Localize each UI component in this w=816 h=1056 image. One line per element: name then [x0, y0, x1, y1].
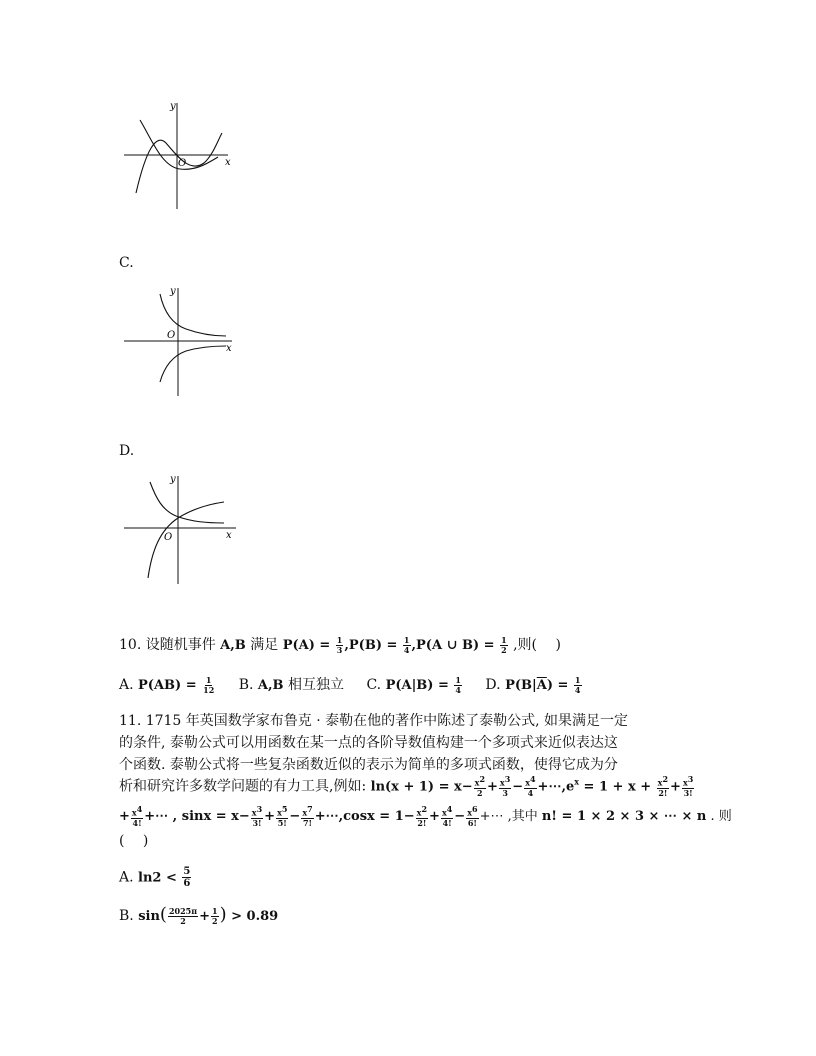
origin-label: O: [167, 330, 176, 341]
origin-label: O: [164, 532, 173, 543]
option-b: B. A,B 相互独立: [238, 677, 344, 693]
x-axis-label: x: [225, 157, 231, 168]
question-11-line-3: 个函数. 泰勒公式将一些复杂函数近似的表示为简单的多项式函数，使得它成为分: [119, 757, 618, 773]
option-c: C. P(A|B) = $\frac{1}{4}$: [366, 674, 461, 695]
option-d-label: D.: [119, 443, 135, 459]
option-c-label: C.: [119, 255, 134, 271]
x-axis-label: x: [226, 343, 232, 354]
question-11-line-2: 的条件, 泰勒公式可以用函数在某一点的各阶导数值构建一个多项式来近似表达这: [119, 735, 618, 751]
question-11-option-b: B. sin( $\frac{2025\pi}{2}$ + $\frac{1}{2}$ ) > 0.89: [119, 904, 279, 926]
option-d: D. $P(B|\overline{A})$ = $\frac{1}{4}$: [485, 674, 581, 695]
graph-option-b: [118, 95, 238, 215]
question-11-line-5: + $\frac{x4}{4!}$ +⋯ , sinx = x− $\frac{x3}{3!}$ + $\frac{x5}{5!}$ − $\frac{x7}{7!}$ +⋯,cosx = 1− $\frac{x2}{2!}$ + $\frac{x4}{4!}$ − $\frac{x6}{6!}$ +⋯ ,其中 n! = 1 × 2 × 3 × ⋯ × n . 则: [119, 804, 732, 828]
question-11-option-a: A. ln2 < $\frac{5}{6}$: [119, 866, 191, 889]
question-11-line-6: ( ): [119, 833, 149, 849]
question-10-options: [119, 674, 583, 695]
question-11-line-1: 11. 1715 年英国数学家布鲁克 · 泰勒在他的著作中陈述了泰勒公式, 如果满足一定: [119, 713, 629, 729]
option-a: A. P(AB) = $\frac{1}{12}$: [119, 674, 215, 695]
graph-option-c: [118, 282, 238, 400]
graph-option-d: [118, 470, 242, 588]
question-10-stem: 10. 设随机事件 A,B 满足 P(A) = $\frac{1}{3}$ ,P(B) = $\frac{1}{4}$ ,P(A ∪ B) = $\frac{1}{2}$ ,则( ): [119, 634, 561, 655]
y-axis-label: y: [170, 101, 176, 112]
y-axis-label: y: [170, 286, 176, 297]
x-axis-label: x: [226, 530, 232, 541]
origin-label: O: [178, 158, 187, 169]
y-axis-label: y: [170, 474, 176, 485]
question-11-line-4: 析和研究许多数学问题的有力工具,例如: ln(x + 1) = x− $\frac{x2}{2}$ + $\frac{x3}{3}$ − $\frac{x4}{4}$ $+\cdots,e^x = 1 + x$ + $\frac{x2}{2!}$ + $\frac{x3}{3!}$: [119, 774, 694, 798]
